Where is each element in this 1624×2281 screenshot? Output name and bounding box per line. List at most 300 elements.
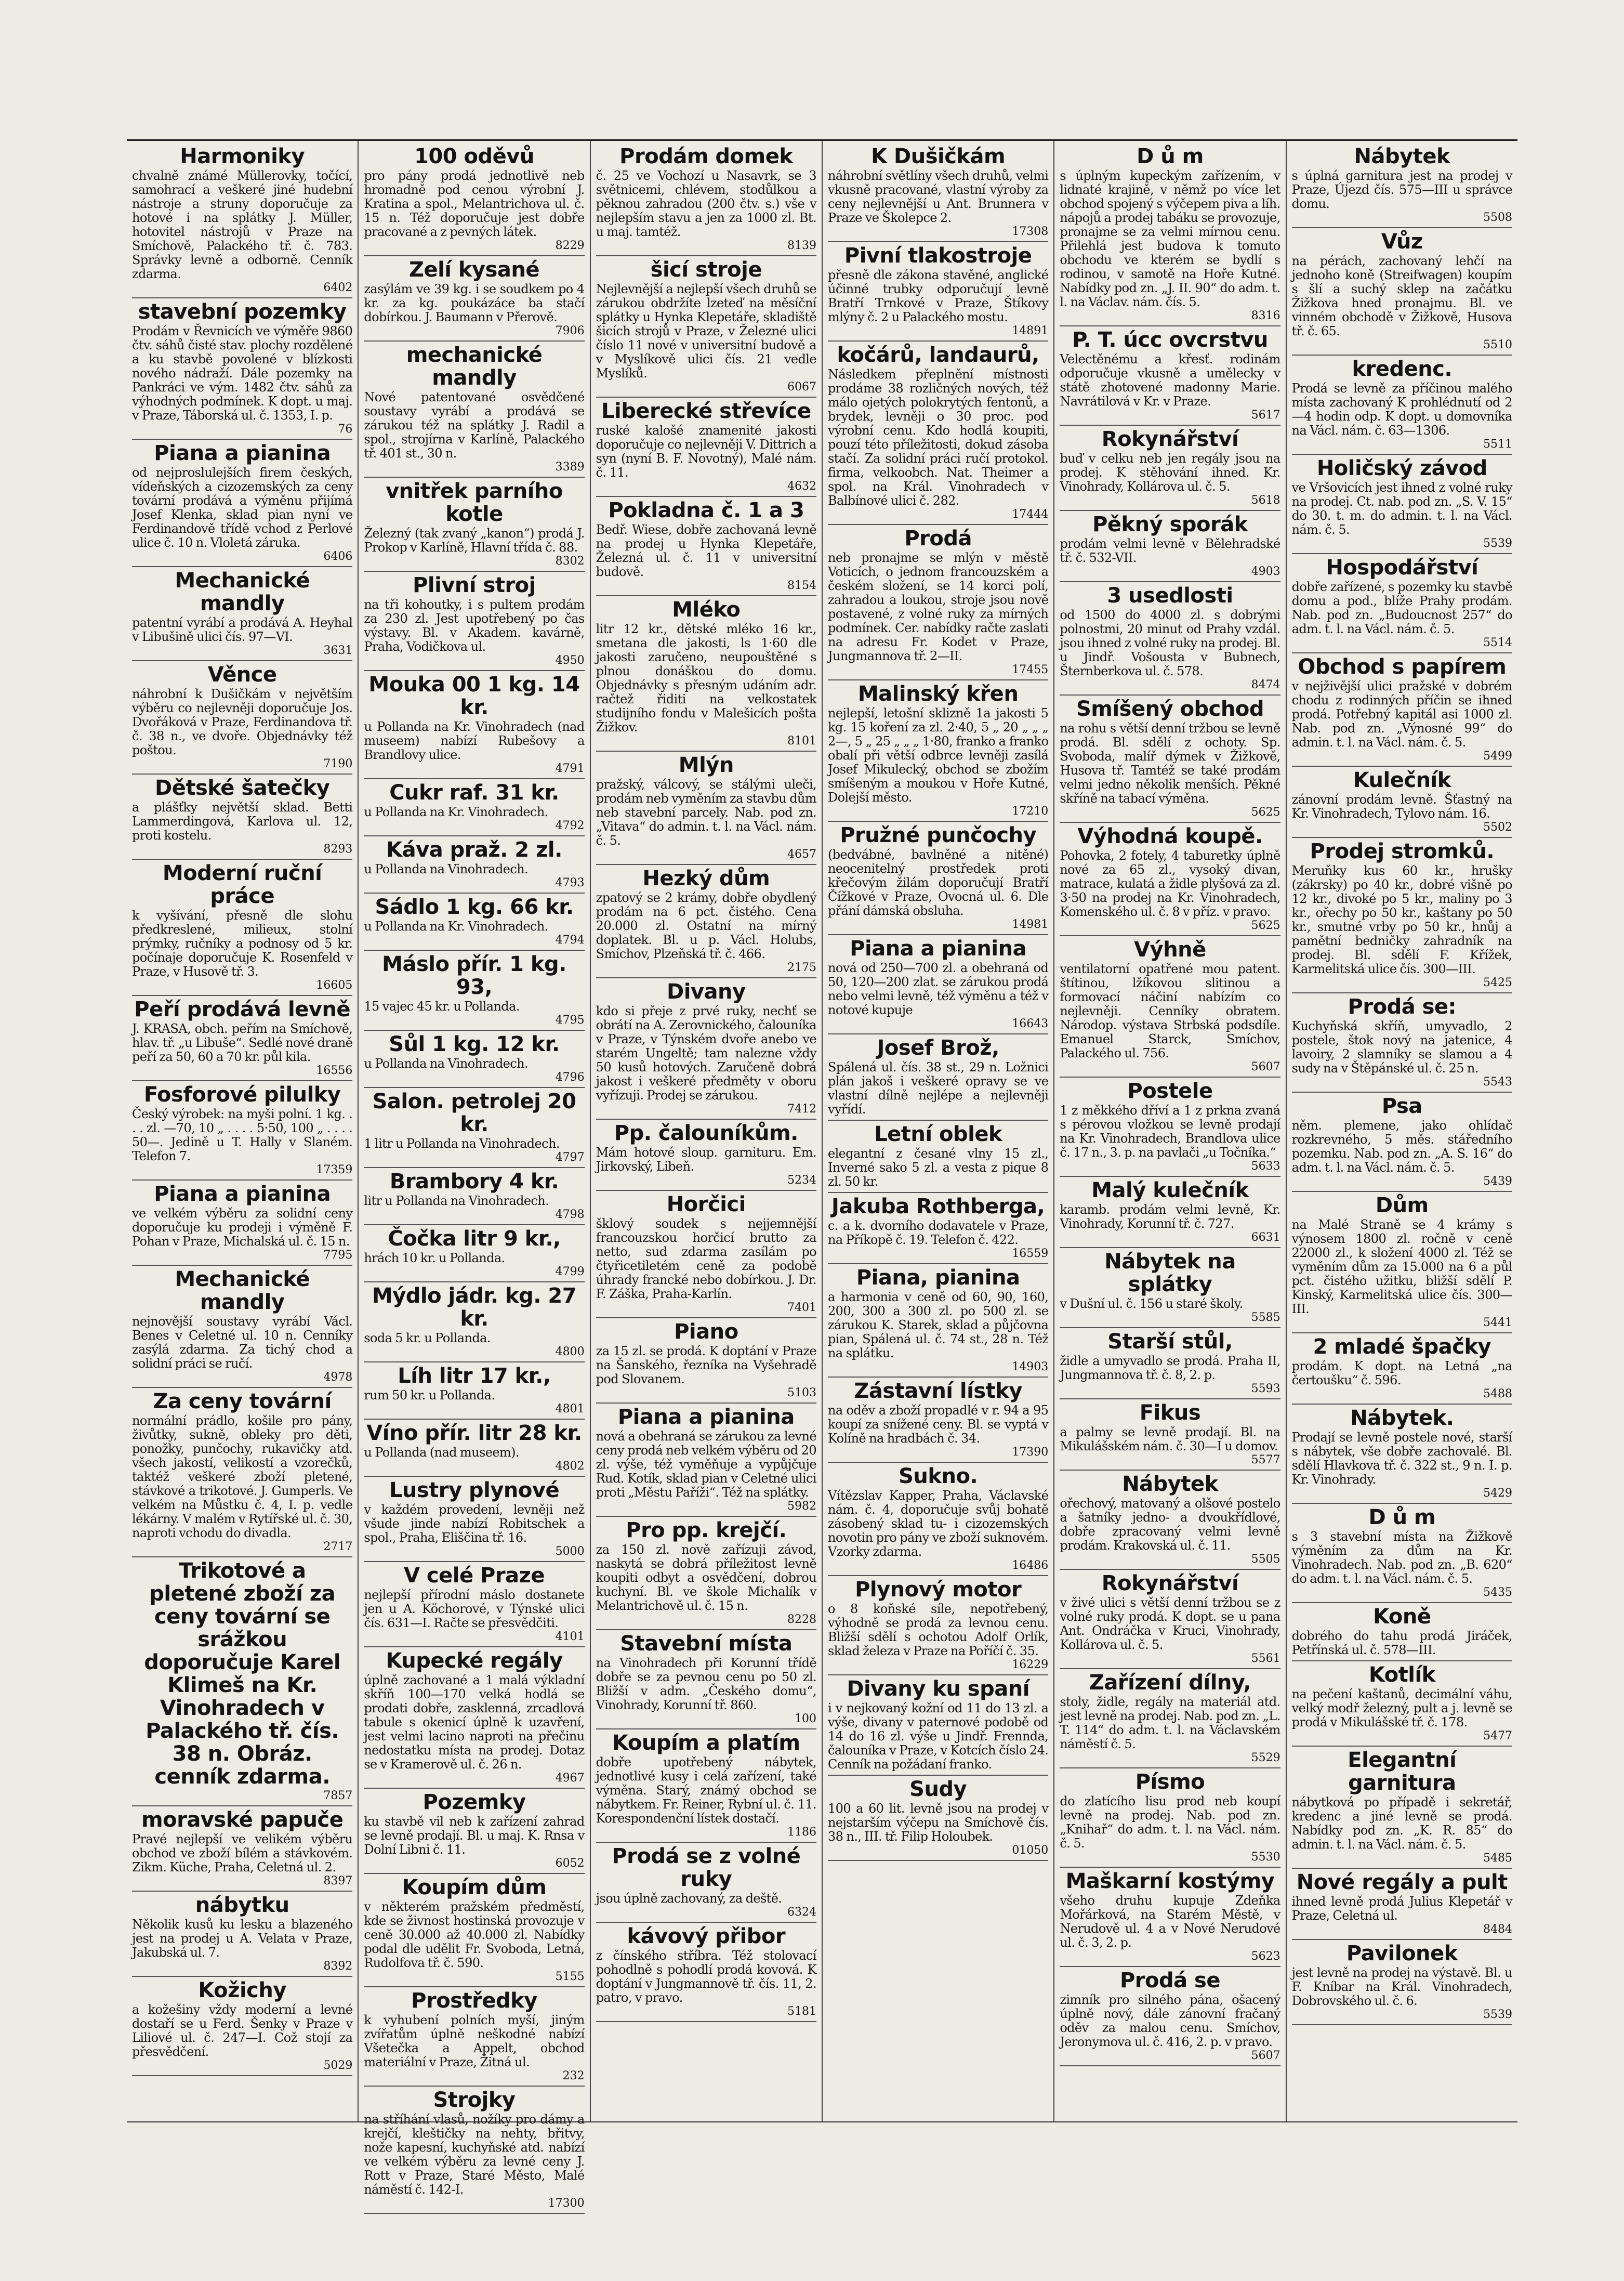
classified-ad <box>1292 653 1512 767</box>
ad-title: Salon. petrolej 20 kr. <box>372 1090 576 1136</box>
classified-ad <box>828 1121 1048 1193</box>
ad-number: 4794 <box>555 934 585 947</box>
ad-title: Sudy <box>909 1777 967 1801</box>
ad-text: ve Vršovicích jest ihned z volné ruky na prodej. Ct. nab. pod zn. „S. V. 15“ do 30. t. m. do admin. t. l. na Václ. nám. č. 5. <box>1291 480 1512 537</box>
ad-title: Kupecké regály <box>386 1649 563 1673</box>
ad-title: Prodá se <box>1119 1969 1220 1992</box>
ad-text: v nejživější ulici pražské v dobrém chodu z rodinných příčin se ihned prodá. Potřebný kapitál asi 1000 zl. Nab. pod zn. „Výnosné 99“ do admin. t. l. na Václ. nám. č. 5. <box>1291 679 1512 750</box>
ad-text: nejnovější soustavy vyrábí Václ. Benes v Celetné ul. 10 n. Cenníky zasýlá zdarma. Za tichý chod a solidní práci se ručí. <box>132 1314 353 1371</box>
ad-number: 17300 <box>548 2197 585 2210</box>
ad-title: Nové regály a pult <box>1296 1870 1508 1894</box>
ad-text: nová od 250—700 zl. a obehraná od 50, 120—200 zlat. se zárukou prodá nebo velmi levně, též výměnu a též v notové kupuje <box>827 961 1049 1017</box>
ad-text: Spálená ul. čís. 38 st., 29 n. Ložnici plán jakoš i veškeré opravy se ve vlastní dílně nejlépe a nejlevněji vyřídí. <box>827 1060 1049 1117</box>
ad-title: Káva praž. 2 zl. <box>386 838 562 862</box>
classified-ad <box>1292 455 1512 554</box>
ad-text: ořechový, matovaný a olšové postelo a šatníky jedno- a dvoukřídlové, dobře zpracovaný velmi levně prodám. Krakovská ul. č. 11. <box>1060 1496 1280 1553</box>
ad-number: 5585 <box>1251 1311 1280 1324</box>
ad-number: 8474 <box>1251 678 1280 691</box>
classified-ad <box>596 1843 816 1923</box>
ad-title: Piana a pianina <box>154 441 331 465</box>
ad-title: Prodá se: <box>1348 995 1457 1019</box>
ad-text: na pečení kaštanů, decimální váhu, velký modř železný, pult a j. levně se prodá v Mikulášské tř. č. 178. <box>1291 1687 1512 1729</box>
ad-number: 7190 <box>323 757 353 770</box>
ad-title: Cukr raf. 31 kr. <box>389 781 559 805</box>
classified-ad <box>1292 1661 1512 1747</box>
classified-ad <box>1060 582 1280 696</box>
ad-text: pro pány prodá jednotlivě neb hromadně pod cenou výrobní J. Kratina a spol., Melantrichova ul. č. 15 n. Též doporučuje jest dobře pracované a z pevných látek. <box>364 168 585 239</box>
ad-title: Kulečník <box>1353 768 1451 792</box>
classified-ad <box>132 1806 352 1892</box>
ad-text: s 3 stavební místa na Žižkově výměním za dům na Kr. Vinohradech. Nab. pod zn. „B. 620“ do adm. t. l. na Václ. nám. č. 5. <box>1291 1529 1512 1586</box>
classified-ad <box>364 1420 584 1477</box>
ad-title: Liberecké střevíce <box>601 399 811 423</box>
ad-title: Malý kulečník <box>1091 1178 1249 1202</box>
ad-title: nábytku <box>195 1893 289 1917</box>
classified-ad <box>1060 1768 1280 1868</box>
ad-number: 7906 <box>555 324 585 337</box>
ad-text: ventilatorní opatřené mou patent. štítinou, lžíkovou slitinou a formovací náčiní nabízím co nejlevněji. Cenníky obratem. Národop. výstava Strbská podsdíle. Emanuel Starck, Smíchov, Palackého ul. 756. <box>1060 962 1280 1060</box>
ad-number: 4800 <box>555 1345 585 1358</box>
classified-ad <box>828 935 1048 1034</box>
ad-number: 7857 <box>323 1789 353 1802</box>
classified-ad <box>828 1675 1048 1776</box>
classified-ad <box>364 1282 584 1362</box>
classified-ad <box>364 836 584 894</box>
ad-title: Piana a pianina <box>154 1182 331 1206</box>
ad-title: Mechanické mandly <box>175 569 310 615</box>
ad-title: mechanické mandly <box>406 343 543 390</box>
classified-ad <box>828 1034 1048 1121</box>
ad-text: nová a obehraná se zárukou za levné ceny prodá neb velkém výběru od 20 zl. výše, též vyměňuje a vypůjčuje Rud. Kotík, sklad pian v Celetné ulici proti „Městu Paříži“. Též na splátky. <box>596 1429 816 1500</box>
ad-text: dobrého do tahu prodá Jiráček, Petřínská ul. č. 578—III. <box>1291 1629 1512 1657</box>
ad-title: Líh litr 17 kr., <box>398 1364 551 1388</box>
ad-number: 14891 <box>1012 324 1049 337</box>
classified-ad <box>596 865 816 978</box>
ad-number: 5511 <box>1483 438 1512 451</box>
ad-number: 5439 <box>1483 1175 1512 1188</box>
ad-title: Sůl 1 kg. 12 kr. <box>389 1032 560 1056</box>
ad-text: č. 25 ve Vochozí u Nasavrk, se 3 světnicemi, chlévem, stodůlkou a pěknou zahradou (200 čtv. s.) vše v nejlepším stavu a jen za 1000 zl. Bt. u maj. tamtéž. <box>596 168 816 239</box>
ad-text: 1 litr u Pollanda na Vinohradech. <box>364 1136 560 1151</box>
ad-title: Prodám domek <box>619 145 793 168</box>
classified-ad <box>132 298 352 440</box>
ad-number: 5530 <box>1251 1851 1280 1864</box>
ad-number: 17444 <box>1012 508 1049 521</box>
ad-number: 5441 <box>1483 1316 1512 1329</box>
ad-number: 1186 <box>787 1826 816 1839</box>
ad-title: Pp. čalouníkům. <box>614 1121 798 1145</box>
classified-ad <box>364 256 584 342</box>
ad-text: chvalně známé Müllerovky, točící, samohrací a veškeré jiné hudební nástroje a struny doporučuje za hotové i na splátky J. Müller, hotovitel nástrojů v Praze na Smíchově, Palackého tř. č. 783. Správky levně a odborně. Cenník zdarma. <box>132 168 353 281</box>
classified-ad <box>132 661 352 775</box>
ad-title: Holičský závod <box>1316 456 1487 480</box>
ad-text: židle a umyvadlo se prodá. Praha II, Jungmannova tř. č. 8, 2. p. <box>1060 1354 1280 1382</box>
classified-ad <box>1060 511 1280 582</box>
classified-ad <box>828 680 1048 822</box>
ad-title: Harmoniky <box>180 145 305 168</box>
classified-ad <box>596 1318 816 1404</box>
ad-title: Zástavní lístky <box>854 1379 1022 1403</box>
ad-text: u Pollanda na Kr. Vinohradech. <box>364 805 548 819</box>
ad-text: úplně zachované a 1 malá výkladní skříň 100—170 velká hodlá se prodati dobře, zasklenná, zrcadlová tabule s okenicí úplně k uzavření, jest velmi lacino naproti na přečinu nedostatku místa na prodej. Dotaz se v Kramerově ul. č. 26 n. <box>364 1673 585 1772</box>
ad-number: 16556 <box>316 1064 353 1077</box>
ad-text: Kuchyňská skříň, umyvadlo, 2 postele, štok nový na jatenice, 4 lavoiry, 2 slamníky se slamou a 4 sudy na v Štěpánské ul. č. 25 n. <box>1291 1019 1512 1076</box>
classified-ad <box>1292 1940 1512 2025</box>
classified-ad <box>364 1874 584 1987</box>
ad-number: 5499 <box>1483 750 1512 763</box>
ad-number: 8139 <box>787 239 816 252</box>
ad-number: 8229 <box>555 239 585 252</box>
ad-column <box>1054 141 1286 2121</box>
ad-text: prodám velmi levně v Bělehradské tř. č. 532-VII. <box>1060 536 1280 565</box>
ad-title: Fikus <box>1139 1401 1201 1425</box>
ad-number: 5425 <box>1483 976 1512 989</box>
ad-title: Lustry plynové <box>389 1478 560 1502</box>
ad-title: Sádlo 1 kg. 66 kr. <box>375 895 574 919</box>
classified-ad <box>596 497 816 596</box>
ad-number: 7795 <box>323 1249 353 1262</box>
ad-number: 5577 <box>1251 1453 1280 1466</box>
ad-number: 5103 <box>787 1386 816 1399</box>
classified-ad <box>1292 143 1512 228</box>
ad-text: pražský, válcový, se stálými uleči, prodám neb vyměním za stavbu dům neb stavební parcely. Nab. pod zn. „Vitava“ do admin. t. l. na Václ. nám. č. 5. <box>596 777 816 848</box>
classified-ad <box>364 1647 584 1789</box>
ad-title: Brambory 4 kr. <box>389 1170 559 1194</box>
classified-ad <box>596 398 816 497</box>
ad-number: 5625 <box>1251 919 1280 932</box>
ad-number: 5477 <box>1483 1729 1512 1742</box>
ad-title: Vůz <box>1381 230 1423 254</box>
ad-text: u Pollanda na Vinohradech. <box>364 862 529 876</box>
ad-text: od 1500 do 4000 zl. s dobrými polnostmi, 20 minut od Prahy vzdál. jsou ihned z volné ruky na prodej. Bl. u Jindř. Vošousta v Bubnech, Šternberkova ul. č. 578. <box>1060 608 1280 678</box>
ad-number: 4903 <box>1251 565 1280 578</box>
classified-ad <box>596 143 816 256</box>
ad-text: Meruňky kus 60 kr., hrušky (zákrsky) po 40 kr., dobré višně po 12 kr., divoké po 5 kr., maliny po 3 kr., ořechy po 50 kr., kaštany po 50 kr., smutné vrby po 50 kr., hnůj a pamětní bedničky zahradník na prodej. Bl. sdělí F. Křížek, Karmelitská ulice čís. 300—III. <box>1291 863 1512 976</box>
ad-title: Divany ku spaní <box>847 1677 1029 1701</box>
ad-text: 1 z měkkého dříví a 1 z prkna zvaná s pérovou vložkou se levně prodají na Kr. Vinohradech, Brandlova ulice č. 17 n., 3. p. na pavlači „u Točníka.“ <box>1060 1103 1280 1160</box>
ad-number: 16229 <box>1012 1658 1049 1671</box>
classified-ad <box>828 822 1048 935</box>
ad-text: Prodám v Řevnicích ve výměře 9860 čtv. sáhů čisté stav. plochy rozdělené a ku stavbě povolené v blízkosti nového nádraží. Dále pozemky na Pankráci ve vým. 1482 čtv. sáhů za výhodných podmínek. K dopt. u maj. v Praze, Táborská ul. č. 1353, I. p. <box>132 324 353 423</box>
ad-number: 4632 <box>787 480 816 493</box>
classified-ad <box>596 1404 816 1517</box>
ad-title: Nábytek <box>1122 1472 1218 1496</box>
classified-ad <box>132 1181 352 1266</box>
ad-title: Koupím dům <box>402 1876 547 1899</box>
ad-number: 14903 <box>1012 1360 1049 1373</box>
classified-ad <box>364 1168 584 1225</box>
classified-ad <box>132 1557 352 1806</box>
ad-text: nejlepší přírodní máslo dostanete jen u A. Köchorové, v Týnské ulici čís. 631—I. Račte se přesvědčiti. <box>364 1588 585 1630</box>
ad-title: moravské papuče <box>141 1808 344 1832</box>
ad-text: a harmonia v ceně od 60, 90, 160, 200, 300 a 300 zl. po 500 zl. se zárukou K. Starek, sklad a půjčovna pian, Spálená ul. č. 74 st., 28 n. Též na splátku. <box>827 1290 1049 1360</box>
ad-title: Hezký dům <box>642 867 770 890</box>
ad-title: V celé Praze <box>404 1564 545 1588</box>
ad-number: 5982 <box>787 1500 816 1513</box>
ad-title: Rokynářství <box>1101 1571 1239 1595</box>
ad-title: Letní oblek <box>874 1122 1002 1146</box>
classified-ad <box>1292 1504 1512 1603</box>
ad-text: stoly, židle, regály na materiál atd. jest levně na prodej. Nab. pod zn. „L. T. 114“ do adm. t. l. na Václavském náměstí č. 5. <box>1060 1695 1280 1751</box>
ad-text: zpatový se 2 krámy, dobře obydlený prodám na 6 pct. čistého. Cena 20.000 zl. Ostatní na mírný doplatek. Bl. u p. Václ. Holubs, Smíchov, Plzeňská tř. č. 466. <box>596 890 816 961</box>
ad-title: Pivní tlakostroje <box>844 244 1032 268</box>
ad-title: kočárů, landaurů, <box>837 343 1039 367</box>
ad-title: Piana a pianina <box>850 937 1027 961</box>
ad-text: karamb. prodám velmi levně, Kr. Vinohrady, Korunní tř. č. 727. <box>1060 1202 1280 1231</box>
ad-text: kdo si přeje z prvé ruky, nechť se obrátí na A. Zerovnického, čalouníka v Praze, v Týnském dvoře anebo ve starém Ungeltě; tam nalezne vždy 50 kusů hotových. Zaručeně dobrá jakost i veškeré předměty v oboru vyřízuji. Prodej se zárukou. <box>596 1004 816 1103</box>
classified-ad <box>828 1776 1048 1861</box>
ad-text: na Vinohradech při Korunní třídě dobře se za pevnou cenu po 50 zl. Bližší v adm. „Českého domu“, Vinohrady, Korunní tř. 860. <box>596 1656 816 1712</box>
ad-number: 5625 <box>1251 806 1280 819</box>
ad-text: 15 vajec 45 kr. u Pollanda. <box>364 999 520 1014</box>
ad-text: Následkem přeplnění místnosti prodáme 38 rozličných nových, též málo ojetých polokrytých fentonů, a brydek, levněji o 30 proc. pod výrobní cenu. Kdo hodlá koupiti, pouzí této příležitosti, dokud zásoba stačí. Za solidní práci ručí protokol. firma, velkoobch. Nat. Theimer a spol. na Král. Vinohradech v Balbínové ulici č. 282. <box>827 367 1049 508</box>
ad-title: Prodej stromků. <box>1310 840 1495 863</box>
ad-number: 5429 <box>1483 1487 1512 1500</box>
ad-number: 16605 <box>316 979 353 992</box>
ad-text: náhrobní světlíny všech druhů, velmi vkusně pracované, vlastní výroby za ceny nejlevnější u Ant. Brunnera v Praze ve Školepce 2. <box>827 168 1049 225</box>
classified-ad <box>596 752 816 865</box>
ad-title: Sukno. <box>899 1464 978 1488</box>
ad-title: Pěkný sporák <box>1092 513 1248 536</box>
ad-title: Moderní ruční práce <box>162 861 322 908</box>
ad-title: Prostředky <box>411 1989 537 2013</box>
ad-number: 8316 <box>1251 309 1280 322</box>
ad-text: k vyšívání, přesně dle slohu předkreslené, milieux, stolní prýmky, ručníky a podnosy od 5 kr. počínaje doporučuje K. Rosenfeld v Praze, v Husově tř. 3. <box>132 908 353 979</box>
classified-ad <box>596 256 816 398</box>
ad-number: 5593 <box>1251 1382 1280 1395</box>
classified-ad <box>364 1789 584 1874</box>
ad-title: 100 oděvů <box>414 145 534 168</box>
classified-ad <box>364 671 584 779</box>
ad-text: zimník pro silného pána, ošacený úplně nový, dále zánovní fračaný oděv za malou cenu. Smíchov, Jeronymova ul. č. 416, 2. p. v pravo. <box>1060 1992 1280 2049</box>
ad-text: Několik kusů ku lesku a blazeného jest na prodej u A. Velata v Praze, Jakubská ul. 7. <box>132 1917 353 1960</box>
ad-title: Jakuba Rothberga, <box>831 1195 1045 1218</box>
classified-ad <box>1060 143 1280 326</box>
ad-text: s úplným kupeckým zařízením, v lidnaté krajině, v němž po více let obchod spojený s výčepem piva a líh. nápojů a prodej tabáku se provozuje, pronajme se za velmi mírnou cenu. Přilehlá jest budova k tomuto obchodu ve kterém se bydlí s rodinou, v samotě na Hoře Kutné. Nabídky pod zn. „J. II. 90“ do adm. t. l. na Václav. nám. čís. 5. <box>1060 168 1280 309</box>
ad-number: 5529 <box>1251 1751 1280 1764</box>
ad-number: 8228 <box>787 1613 816 1626</box>
ad-title: Strojky <box>433 2088 516 2112</box>
ad-text: u Pollanda na Kr. Vinohradech. <box>364 919 548 934</box>
ad-title: Malinský křen <box>857 682 1019 706</box>
ad-text: litr 12 kr., dětské mléko 16 kr., smetana dle jakosti, ls 1·60 dle jakosti zaručeno, neupouštěné s plnou donáškou do domu. Objednávky s přesným udáním adr. račtež řiditi na velkostatek studijního fondu v Malešicích pošta Žižkov. <box>596 622 816 735</box>
classified-ad <box>828 242 1048 342</box>
ad-title: Psa <box>1381 1094 1422 1118</box>
ad-number: 4657 <box>787 848 816 861</box>
classified-ad <box>1292 838 1512 993</box>
ad-title: Zařízení dílny, <box>1089 1671 1251 1695</box>
classified-ad <box>828 525 1048 680</box>
ad-number: 5000 <box>555 1545 585 1558</box>
classified-ad <box>1060 1669 1280 1768</box>
classified-ad <box>828 1463 1048 1576</box>
classified-ad <box>132 996 352 1081</box>
ad-title: Věnce <box>207 663 277 687</box>
classified-ad <box>1292 1869 1512 1940</box>
classified-ad <box>1060 426 1280 511</box>
ad-title: D ů m <box>1368 1505 1436 1529</box>
classified-ad <box>364 342 584 478</box>
ad-number: 6631 <box>1251 1231 1280 1244</box>
ad-text: v některém pražském předměstí, kde se živnost hostinská provozuje v ceně 30.000 až 40.000 zl. Nabídky podal dle udělit Fr. Svoboda, Letná, Rudolfova tř. č. 590. <box>364 1899 585 1970</box>
ad-number: 3389 <box>555 461 585 474</box>
classified-ad <box>828 342 1048 525</box>
ad-title: Nábytek <box>1354 145 1450 168</box>
ad-title: Postele <box>1127 1079 1213 1103</box>
ad-title: D ů m <box>1137 145 1204 168</box>
ad-title: kávový přibor <box>627 1924 786 1948</box>
classified-ad <box>132 1977 352 2076</box>
ad-text: na tři kohoutky, i s pultem prodám za 230 zl. Jest upotřebený po čas výstavy. Bl. v Akadem. kavárně, Praha, Vodičkova ul. <box>364 597 585 654</box>
ad-number: 16643 <box>1012 1017 1049 1030</box>
ad-number: 4791 <box>555 762 585 775</box>
classified-ad <box>828 1264 1048 1378</box>
ad-number: 5435 <box>1483 1586 1512 1599</box>
ad-title: Za ceny tovární <box>153 1389 332 1413</box>
classified-ad <box>364 1987 584 2087</box>
ad-text: dobře upotřebený nábytek, jednotlivé kusy i celá zařízení, také výměna. Starý, známý obchod se nábytkem. Fr. Reiner, Rybní ul. č. 11. Korespondenční lístek dostačí. <box>596 1755 816 1826</box>
ad-number: 4795 <box>555 1014 585 1027</box>
ad-title: Josef Brož, <box>877 1036 999 1060</box>
ad-text: a kožešiny vždy moderní a levné dostaří se u Ferd. Šenky v Praze v Liliové ul. č. 247—I. Což stojí za přesvědčení. <box>132 2002 353 2059</box>
ad-number: 5488 <box>1483 1387 1512 1400</box>
classified-ad <box>364 1225 584 1282</box>
ad-number: 4798 <box>555 1208 585 1221</box>
ad-text: jest levně na prodej na výstavě. Bl. u F. Kníbar na Král. Vinohradech, Dobrovského ul. č. 6. <box>1291 1965 1512 2008</box>
ad-text: Pohovka, 2 fotely, 4 taburetky úplně nové za 65 zl., vysoký divan, matrace, kulatá a židle plyšová za zl. 3·50 na prodej na Kr. Vinohradech, Komenského ul. č. 8 v příz. v pravo. <box>1060 848 1280 919</box>
ad-text: c. a k. dvorního dodavatele v Praze, na Příkopě č. 19. Telefon č. 422. <box>827 1218 1049 1247</box>
classified-ad <box>364 1362 584 1420</box>
ad-number: 100 <box>794 1712 816 1725</box>
ad-title: Fosforové pilulky <box>143 1083 341 1107</box>
ad-text: Mám hotové sloup. garnituru. Em. Jirkovský, Libeň. <box>596 1145 816 1174</box>
ad-title: Smíšený obchod <box>1076 697 1264 721</box>
ad-title: vnitřek parního kotle <box>386 479 563 526</box>
classified-ad <box>596 978 816 1120</box>
ad-number: 14981 <box>1012 918 1049 931</box>
ad-title: Nábytek. <box>1350 1406 1454 1430</box>
ad-number: 5514 <box>1483 636 1512 649</box>
ad-title: Výhně <box>1134 938 1206 962</box>
ad-number: 4101 <box>555 1630 585 1643</box>
ad-title: Pavilonek <box>1346 1942 1458 1965</box>
ad-text: jsou úplně zachovaný, za deště. <box>596 1891 782 1906</box>
ad-text: Pravé nejlepší ve velikém výběru obchod ve zboží bílém a stávkovém. Zikm. Küche, Praha, Celetná ul. 2. <box>132 1832 353 1874</box>
ad-column <box>127 141 359 2121</box>
ad-title: Maškarní kostýmy <box>1065 1869 1275 1893</box>
ad-number: 5618 <box>1251 494 1280 507</box>
ad-text: o 8 koňské síle, nepotřebený, výhodně se prodá za levnou cenu. Bližší sdělí s ochotou Adolf Orlík, sklad železa v Praze na Poříčí č. 35. <box>827 1602 1049 1658</box>
ad-text: na rohu s větší denní tržbou se levně prodá. Bl. sdělí z ochoty. Sp. Svoboda, malíř dýmek v Žižkově, Husova tř. Tamtéž se také prodám velmi jedno několik menších. Pěkné skříně na tabací výměna. <box>1060 721 1280 806</box>
ad-text: za 150 zl. nově zařízuji závod, naskytá se dobrá příležitost levně koupiti odbyt a osvědčení, dobrou kuchyní. Bl. ve škole Michalík v Melantrichově ul. č. 15 n. <box>596 1542 816 1613</box>
ad-text: hrách 10 kr. u Pollanda. <box>364 1251 505 1265</box>
ad-text: ruské kalošé znamenité jakosti doporučuje co nejlevněji V. Dittrich a syn (nyní B. F. Novotný), Malé nám. č. 11. <box>596 423 816 480</box>
ad-number: 5539 <box>1483 2008 1512 2021</box>
classified-ad <box>596 1630 816 1729</box>
ad-number: 4950 <box>555 654 585 667</box>
classified-ad <box>1292 993 1512 1093</box>
ad-column <box>591 141 823 2121</box>
ad-number: 6402 <box>323 281 353 294</box>
ad-title: Pokladna č. 1 a 3 <box>608 499 804 522</box>
ad-title: Mléko <box>672 598 741 622</box>
ad-number: 5155 <box>555 1970 585 1983</box>
ad-number: 17308 <box>1012 225 1049 238</box>
ad-title: Elegantní garnitura <box>1348 1748 1457 1795</box>
ad-text: u Pollanda na Kr. Vinohradech (nad museem) nabízí Rubešovy a Brandlovy ulice. <box>364 719 585 762</box>
ad-text: k vyhubení polních myší, jiným zvířatům úplně neškodné nabízí Všetečka a Appelt, obchod materiální v Praze, Žitná ul. <box>364 2013 585 2069</box>
ad-title: Stavební místa <box>620 1632 793 1656</box>
ad-text: neb pronajme se mlýn v městě Voticích, o jednom francouzském a českém složení, se 14 korci polí, zahradou a loukou, stroje jsou nově postavené, z volné ruky za mírných podmínek. Cer. nabídky račte zaslati na adresu Fr. Kodet v Praze, Jungmannova tř. 2—II. <box>827 550 1049 663</box>
ad-text: u Pollanda (nad museem). <box>364 1445 519 1460</box>
ad-number: 6067 <box>787 381 816 394</box>
classified-ad <box>1292 1405 1512 1504</box>
ad-text: šklový soudek s nejjemnější francouzskou horčicí brutto za netto, sud zdarma zasílám po čtyřicetiletém ceně za podobě úhrady francké nebo dobírkou. J. Dr. F. Záška, Praha-Karlín. <box>596 1216 816 1301</box>
ad-number: 4802 <box>555 1460 585 1473</box>
ad-text: Bedř. Wiese, dobře zachovaná levně na prodej u Hynka Klepetáře, Železná ul. č. 11 v universitní budově. <box>596 522 816 579</box>
ad-title: Prodá <box>904 527 972 550</box>
ad-title: Divany <box>667 980 746 1004</box>
ad-column <box>823 141 1054 2121</box>
ad-text: všeho druhu kupuje Zdeňka Mořárková, na Starém Městě, v Nerudově ul. 4 a v Nové Nerudové ul. č. 3, 2. p. <box>1060 1893 1280 1950</box>
ad-text: prodám. K dopt. na Letná „na čertoušku“ č. 596. <box>1291 1359 1512 1387</box>
ad-title: Prodá se z volné ruky <box>612 1844 801 1891</box>
ad-column <box>1287 141 1517 2121</box>
ad-title: Dům <box>1375 1194 1429 1217</box>
ad-title: K Dušičkám <box>871 145 1006 168</box>
classified-ad <box>1292 554 1512 653</box>
ad-text: elegantní z česané vlny 15 zl., Inverné sako 5 zl. a vesta z pique 8 zl. 50 kr. <box>827 1146 1049 1189</box>
classified-ad <box>1292 228 1512 356</box>
classified-ad <box>1292 1093 1512 1192</box>
ad-text: zánovní prodám levně. Šťastný na Kr. Vinohradech, Tylovo nám. 16. <box>1291 792 1512 821</box>
classified-ad <box>364 779 584 836</box>
classified-ad <box>1292 1747 1512 1869</box>
ad-number: 17359 <box>316 1163 353 1176</box>
ad-text: i v nejkovaný kožní od 11 do 13 zl. a výše, divany v paternové podobě od 14 do 16 zl. výše u Jindř. Frenndа, čalouníka v Praze, v Kotcích číslo 24. Cenník na požádaní franko. <box>827 1701 1049 1772</box>
ad-title: Mechanické mandly <box>175 1267 310 1314</box>
ad-text: 100 a 60 lit. levně jsou na prodej v nejstarším výčepu na Smíchově čís. 38 n., III. tř. Filip Holoubek. <box>827 1801 1049 1844</box>
ad-title: Hospodářství <box>1326 556 1478 580</box>
ad-text: s úplná garnitura jest na prodej v Praze, Újezd čís. 575—III u správce domu. <box>1291 168 1512 211</box>
ad-title: Horčici <box>666 1192 746 1216</box>
ad-number: 5543 <box>1483 1076 1512 1089</box>
classified-ad <box>364 143 584 256</box>
ad-text: do zlatícího lisu prod neb koupí levně na prodej. Nab. pod zn. „Knihař“ do adm. t. l. na Václ. nám. č. 5. <box>1060 1794 1280 1851</box>
classified-ad <box>364 894 584 951</box>
classified-ad <box>1292 356 1512 455</box>
classified-ad <box>364 1031 584 1088</box>
ad-number: 5561 <box>1251 1652 1280 1665</box>
ad-text: Prodají se levně postele nové, starší s nábytek, vše dobře zachovalé. Bl. sdělí Hlavkova tř. č. 322 st., 9 n. I. p. Kr. Vinohrady. <box>1291 1430 1512 1487</box>
ad-number: 76 <box>338 423 353 436</box>
classified-ad <box>1060 1399 1280 1471</box>
classified-ad <box>1292 1603 1512 1661</box>
ad-text: Prodá se levně za příčinou malého místa zachovaný K prohlédnutí od 2—4 hodin odp. K dopt. u domovníka na Václ. nám. č. 63—1306. <box>1291 381 1512 438</box>
ad-text: Nejlevnější a nejlepší všech druhů se zárukou obdržíte lzeteď na měsíční splátky u Hynka Klepetáře, skladiště šicích strojů v Praze, v Železné ulici číslo 11 nové v universitní budově a v Myslíkově ulici čís. 21 vedle Myslíků. <box>596 282 816 381</box>
classified-ad <box>132 440 352 567</box>
ad-text: ve velkém výběru za solidní ceny doporučuje ku prodeji i výměně F. Pohan v Praze, Michalská ul. č. 15 n. <box>132 1206 353 1249</box>
ad-text: normální prádlo, košile pro pány, živůtky, sukně, obleky pro děti, ponožky, punčochy, rukavičky atd. všech jakostí, velikostí a vzorečků, taktéž veškeré zboží pletené, stávkové a trikotové. J. Gumperls. Ve velkém na Můstku č. 4, I. p. vedle lékárny. V malém v Rytířské ul. č. 30, naproti vchodu do divadla. <box>132 1413 353 1540</box>
classified-ad <box>1060 1868 1280 1967</box>
ad-title: Zelí kysané <box>408 258 540 282</box>
ad-number: 2175 <box>787 961 816 974</box>
classified-ad <box>1060 1177 1280 1248</box>
classified-ad <box>364 1088 584 1168</box>
ad-title: Čočka litr 9 kr., <box>388 1227 561 1251</box>
ad-title: Trikotové a pletené zboží za ceny tovární se srážkou doporučuje Karel Klimeš na Kr. Vinohradech v Palackého tř. čís. 38 n. Obráz. cenník zdarma. <box>144 1559 341 1789</box>
ad-number: 5539 <box>1483 537 1512 550</box>
